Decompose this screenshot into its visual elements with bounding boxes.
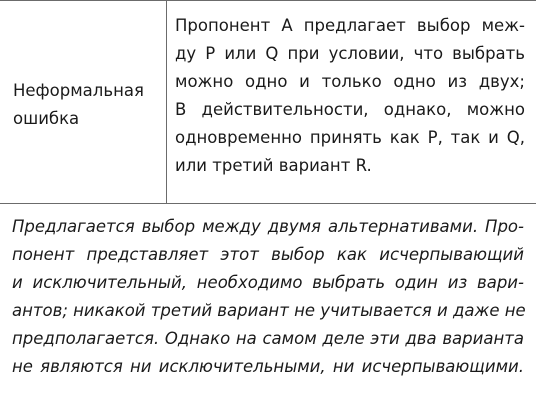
term-cell [0, 1, 167, 203]
definition-line: или третий вариант R. [175, 156, 372, 175]
commentary-line: не являются ни исключительными, ни исчерпывающими. [12, 357, 524, 376]
term-line: ошибка [13, 109, 80, 128]
commentary-line: Предлагается выбор между двумя альтернативами. Про- [12, 217, 524, 236]
commentary-line: предполагается. Однако на самом деле эти два варианта [12, 329, 524, 348]
definition-line: можно одно и только одно из двух; [175, 72, 525, 91]
definition-line: ду P или Q при условии, что выбрать [175, 44, 525, 63]
commentary-line: антов; никакой третий вариант не учитывается и даже не [12, 301, 526, 320]
commentary-paragraph [12, 213, 524, 381]
definition-line: одновременно принять как P, так и Q, [175, 128, 525, 147]
commentary-line: и исключительный, необходимо выбрать один из вари- [12, 273, 524, 292]
definition-line: Пропонент A предлагает выбор меж- [175, 16, 525, 35]
definition-line: В действительности, однако, можно [175, 100, 525, 119]
term-line: Неформальная [13, 81, 144, 100]
term-name [13, 77, 163, 133]
definition-cell [175, 12, 525, 180]
commentary-line: понент представляет этот выбор как исчерпывающий [12, 245, 524, 264]
